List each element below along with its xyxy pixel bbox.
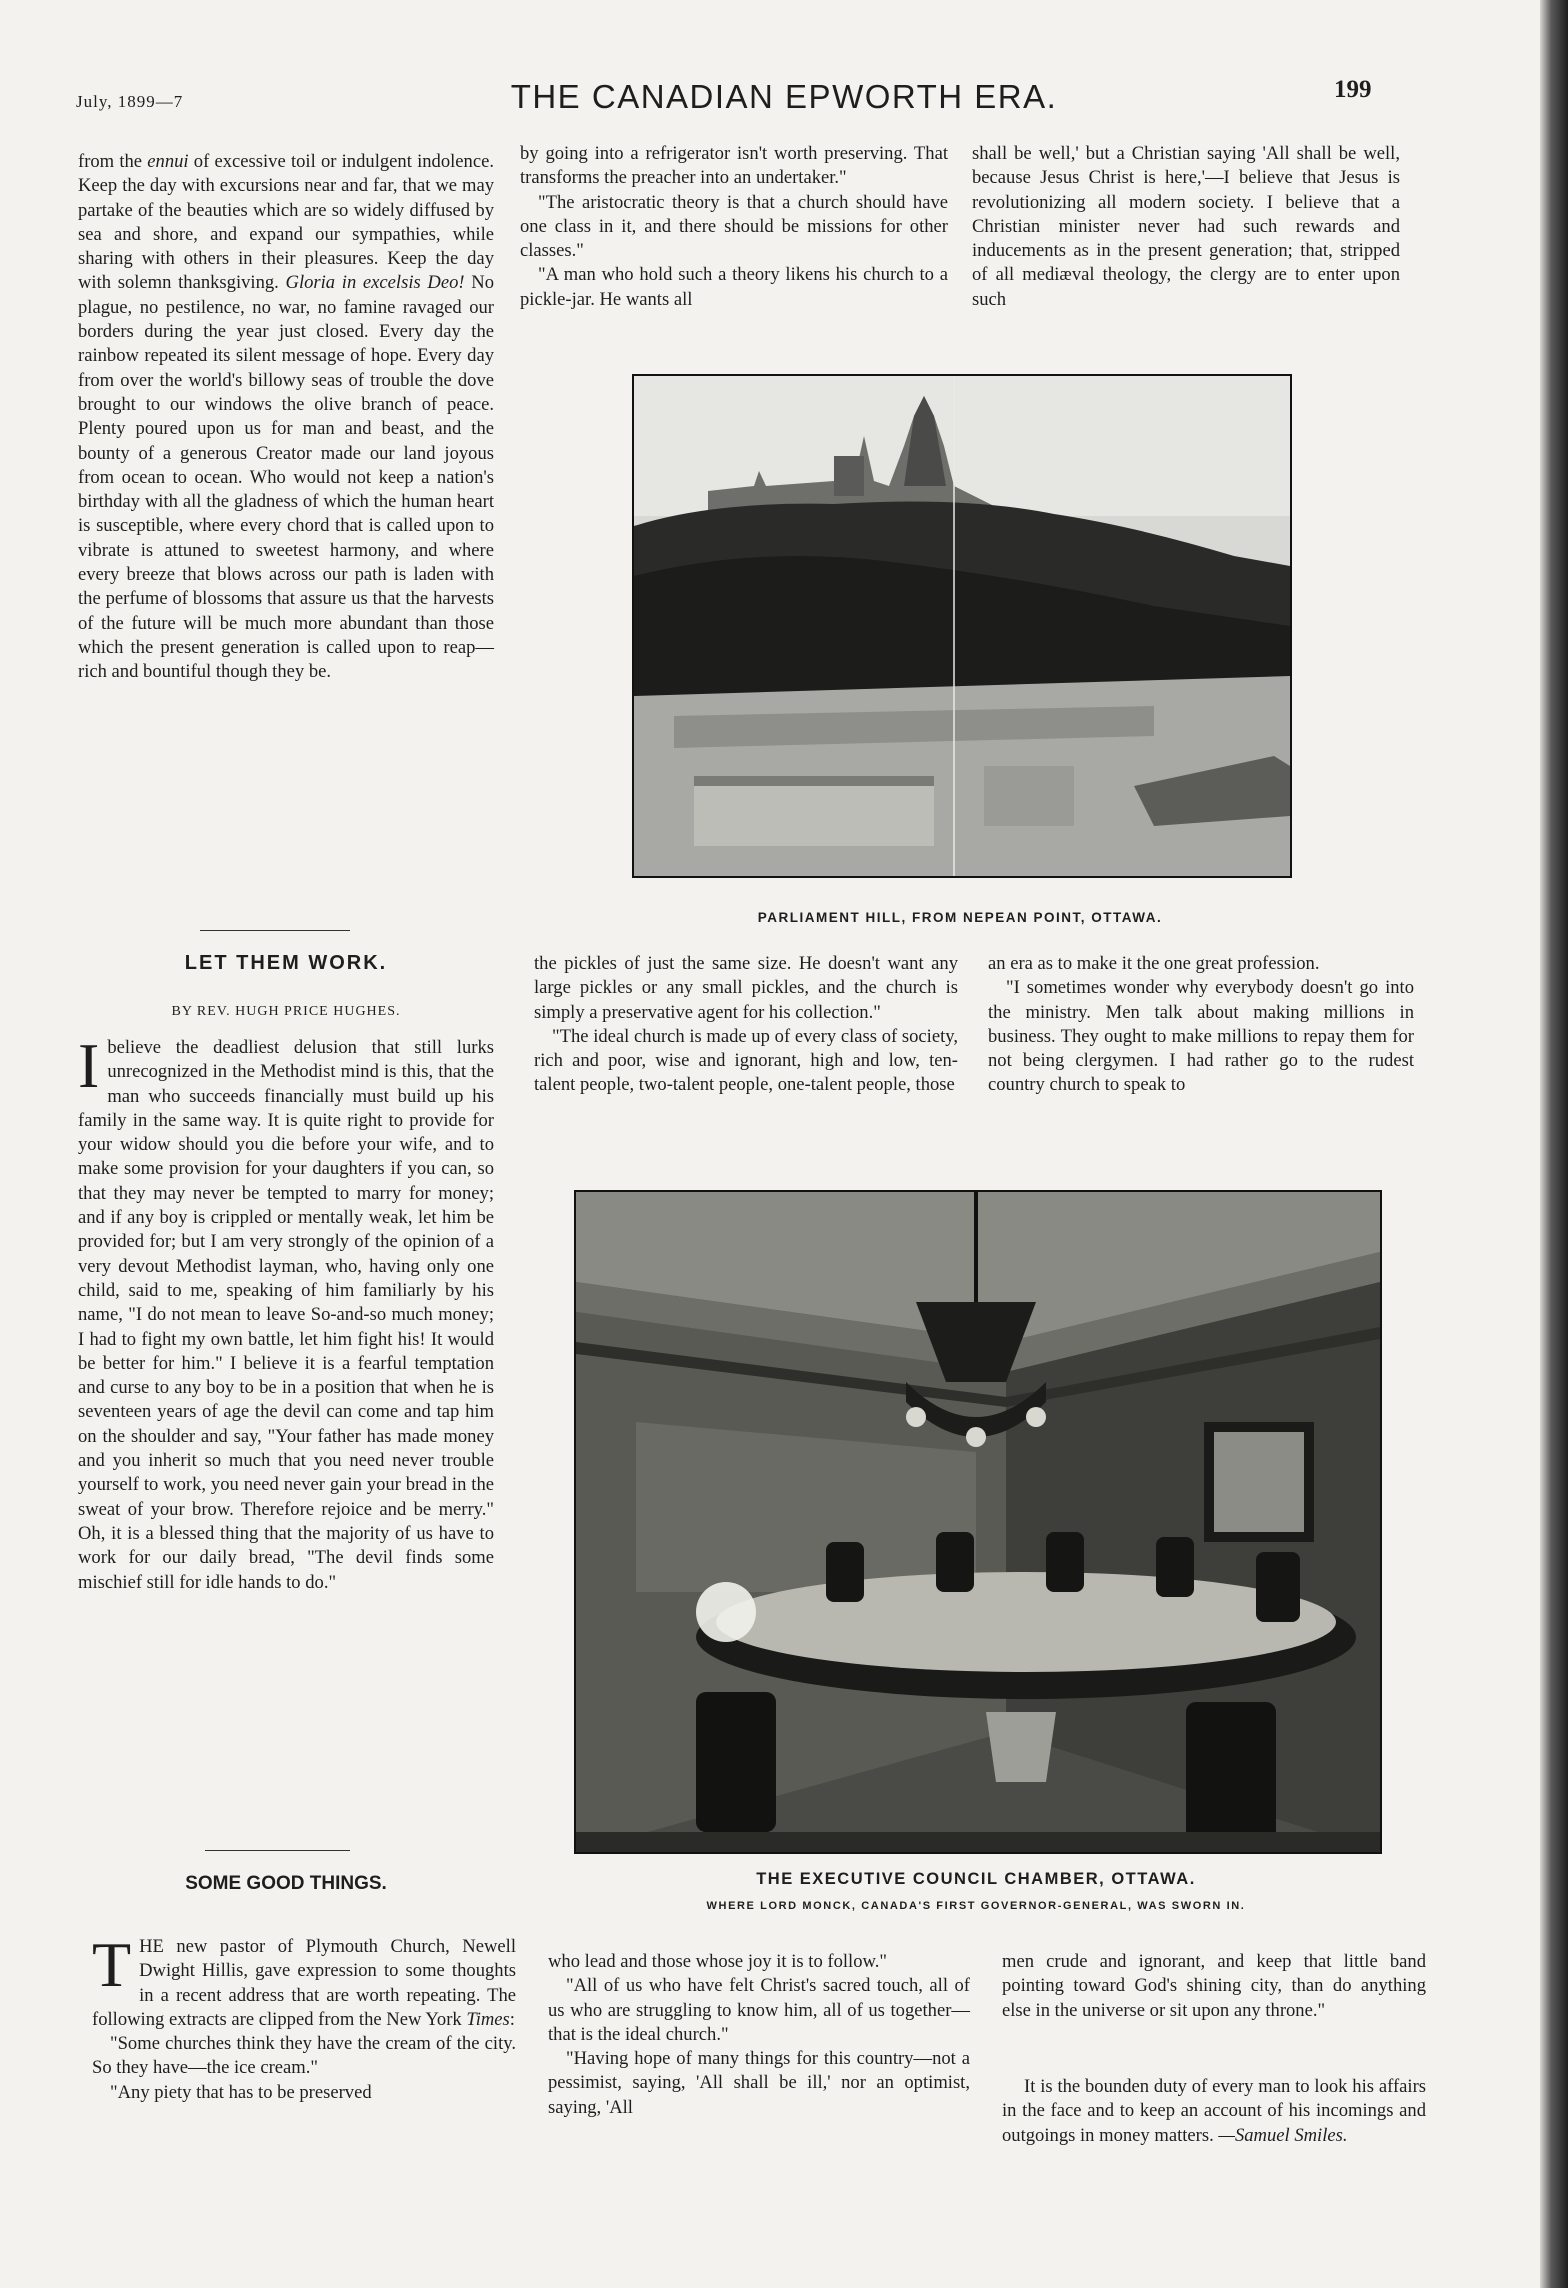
parliament-hill-illustration bbox=[634, 376, 1290, 876]
running-header bbox=[0, 70, 1568, 130]
paragraph: "Any piety that has to be preserved bbox=[110, 2081, 372, 2103]
some-good-things-intro: HE new pastor of Plymouth Church, Newell Dwight Hillis, gave expression to some thoughts in a recent address that are worth repeating. The following extracts are clipped from the New York Times: bbox=[92, 1936, 516, 2030]
col3-mid-text bbox=[988, 952, 1414, 1098]
article-title-let-them-work: LET THEM WORK. bbox=[184, 952, 388, 974]
article-byline: BY REV. HUGH PRICE HUGHES. bbox=[171, 1004, 401, 1019]
paragraph: the pickles of just the same size. He doesn't want any large pickles or any small pickles, and the church is simply a preservative agent for his collection." bbox=[534, 953, 958, 1023]
publication-title: THE CANADIAN EPWORTH ERA. bbox=[510, 78, 1058, 115]
parliament-hill-photo bbox=[632, 374, 1292, 878]
col2-bottom-text bbox=[548, 1950, 970, 2120]
paragraph: "All of us who have felt Christ's sacred touch, all of us who are struggling to know him, all of us together—that is the ideal church." bbox=[548, 1975, 970, 2045]
let-them-work-paragraph: believe the deadliest delusion that still lurks unrecognized in the Methodist mind is this, that the man who succeeds financially must build up his family in the same way. It is quite right to provide for your widow should you die before your wife, and to make some provision for your daughters if you can, so that they may never be tempted to marry for money; and if any boy is crippled or mentally weak, let him be provided for; but I am very strongly of the opinion of a very devout Methodist layman, who, having only one child, said to me, speaking of him familiarly by his name, "I do not mean to leave So-and-so much money; I had to fight my own battle, let him fight his! It would be better for him." I believe it is a fearful temptation and curse to any boy to be in a position that when he is seventeen years of age the devil can come and tap him on the shoulder and say, "Your father has made money and you inherit so much that you need never trouble yourself to work, you need never gain your bread in the sweat of your brow. Therefore rejoice and be merry." Oh, it is a blessed thing that the majority of us have to work for our daily bread, "The devil finds some mischief still for idle hands to do." bbox=[78, 1037, 494, 1593]
dropcap-t: T bbox=[92, 1929, 132, 2000]
col2-top-text bbox=[520, 142, 948, 312]
paragraph: "The ideal church is made up of every class of society, rich and poor, wise and ignorant, high and low, ten-talent people, two-talent people, one-talent people, those bbox=[534, 1025, 958, 1096]
issue-date: July, 1899—7 bbox=[76, 92, 184, 111]
col3-bottom-text bbox=[1002, 1950, 1426, 2023]
paragraph: an era as to make it the one great profession. bbox=[988, 953, 1320, 974]
divider-rule bbox=[205, 1850, 350, 1851]
paragraph: shall be well,' but a Christian saying 'All shall be well, because Jesus Christ is here,'—I believe that Jesus is revolutionizing all modern society. I believe that a Christian minister never had such rewards and inducements as in the present generation; that, stripped of all mediæval theology, the clergy are to enter upon such bbox=[972, 143, 1400, 310]
council-chamber-photo bbox=[574, 1190, 1382, 1854]
quote-text: It is the bounden duty of every man to look his affairs in the face and to keep an account of his incomings and outgoings in money matters. bbox=[1002, 2076, 1426, 2146]
samuel-smiles-quote bbox=[1002, 2075, 1426, 2148]
dropcap-i: I bbox=[78, 1030, 100, 1101]
let-them-work-body bbox=[78, 1030, 494, 1595]
col1-top-text bbox=[78, 150, 494, 685]
article-title-some-good-things: SOME GOOD THINGS. bbox=[185, 1873, 387, 1894]
some-good-things-body bbox=[92, 1929, 516, 2105]
paragraph: men crude and ignorant, and keep that little band pointing toward God's shining city, than do anything else in the universe or sit upon any throne." bbox=[1002, 1951, 1426, 2021]
council-chamber-illustration bbox=[576, 1192, 1380, 1852]
paragraph: "I sometimes wonder why everybody doesn't go into the ministry. Men talk about making millions in business. They ought to make millions to repay them for not being clergymen. I had rather go to the rudest country church to speak to bbox=[988, 977, 1414, 1096]
paragraph: "Some churches think they have the cream of the city. So they have—the ice cream." bbox=[92, 2033, 516, 2079]
paragraph: "The aristocratic theory is that a church should have one class in it, and there should be missions for other classes." bbox=[520, 191, 948, 262]
paragraph: who lead and those whose joy it is to follow." bbox=[548, 1951, 887, 1972]
divider-rule bbox=[200, 930, 350, 931]
paragraph: by going into a refrigerator isn't worth preserving. That transforms the preacher into an undertaker." bbox=[520, 143, 948, 189]
council-chamber-subcaption: WHERE LORD MONCK, CANADA'S FIRST GOVERNOR-GENERAL, WAS SWORN IN. bbox=[706, 1900, 1246, 1912]
col2-mid-text bbox=[534, 952, 958, 1098]
col3-top-text bbox=[972, 142, 1400, 312]
quote-author: —Samuel Smiles. bbox=[1218, 2124, 1348, 2146]
paragraph: "Having hope of many things for this country—not a pessimist, saying, 'All shall be ill,' nor an optimist, saying, 'All bbox=[548, 2048, 970, 2118]
paragraph: from the ennui of excessive toil or indulgent indolence. Keep the day with excursions near and far, that we may partake of the beauties which are so widely diffused by sea and shore, and expand our sympathies, while sharing with others in their pleasures. Keep the day with solemn thanksgiving. Gloria in excelsis Deo! No plague, no pestilence, no war, no famine ravaged our borders during the year just closed. Every day the rainbow repeated its silent message of hope. Every day from over the world's billowy seas of trouble the dove brought to our windows the olive branch of peace. Plenty poured upon us for man and beast, and the bounty of a generous Creator made our land joyous from ocean to ocean. Who would not keep a nation's birthday with all the gladness of which the human heart is susceptible, where every chord that is called upon to vibrate is attuned to sweetest harmony, and where every breeze that blows across our path is laden with the perfume of blossoms that assure us that the harvests of the future will be much more abundant than those which the present generation is called upon to reap—rich and bountiful though they be. bbox=[78, 151, 495, 683]
page-binding-edge bbox=[1540, 0, 1568, 2288]
paragraph: "A man who hold such a theory likens his church to a pickle-jar. He wants all bbox=[520, 264, 948, 310]
page-number: 199 bbox=[1334, 76, 1372, 103]
parliament-hill-caption: PARLIAMENT HILL, FROM NEPEAN POINT, OTTAWA. bbox=[757, 910, 1163, 925]
council-chamber-caption: THE EXECUTIVE COUNCIL CHAMBER, OTTAWA. bbox=[756, 1870, 1196, 1888]
